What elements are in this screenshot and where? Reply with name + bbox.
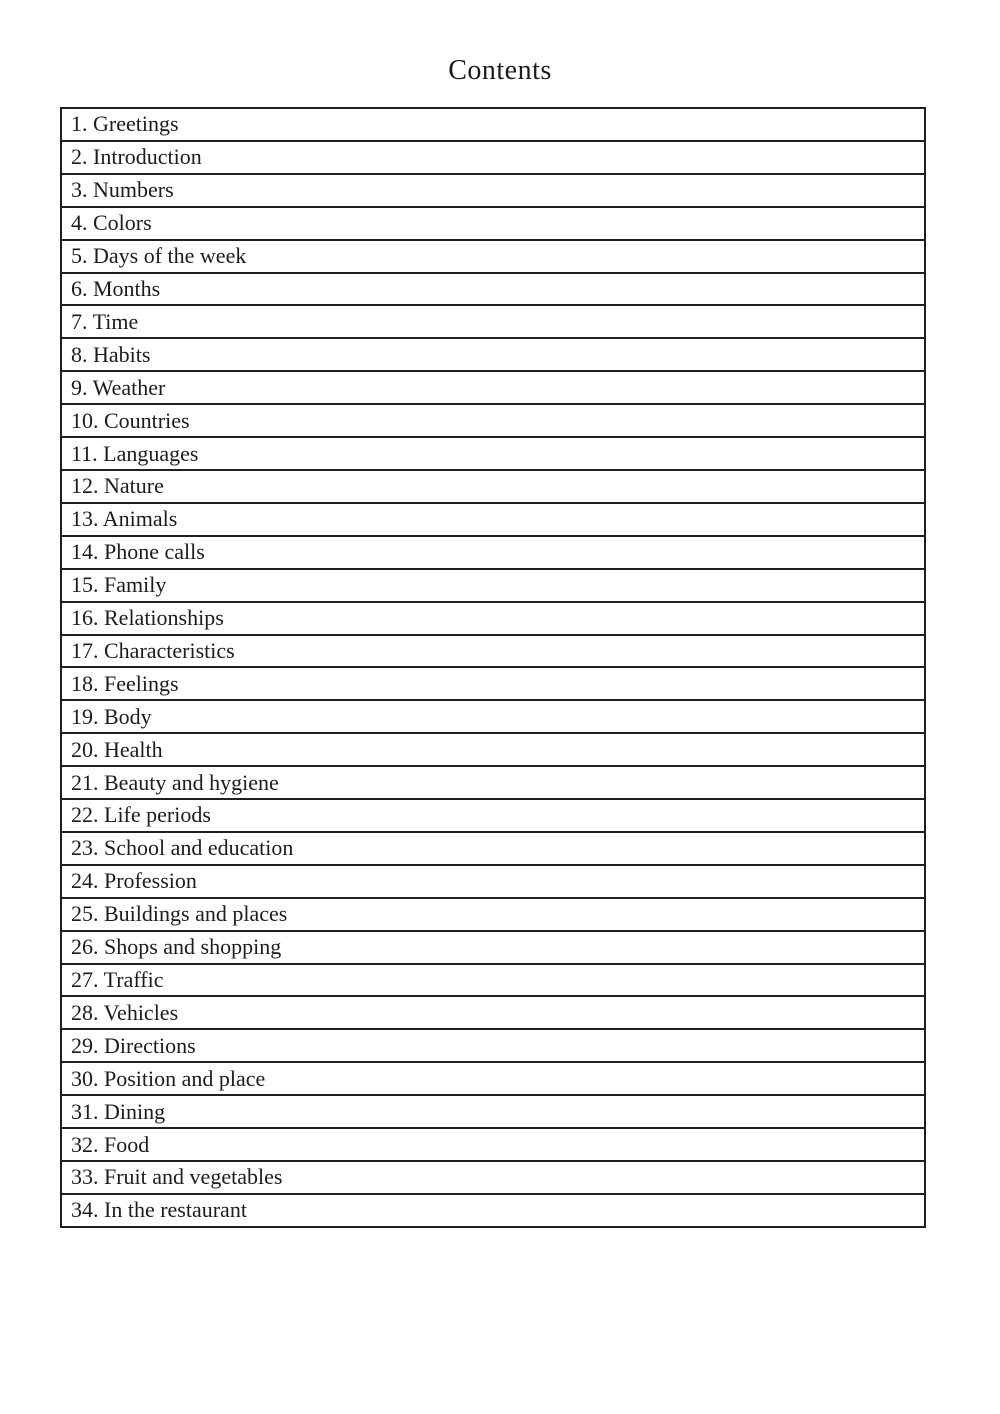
toc-entry-label: 29. Directions (71, 1032, 196, 1058)
toc-entry-label: 18. Feelings (71, 670, 179, 696)
toc-row (62, 109, 924, 142)
toc-entry-label: 1. Greetings (71, 111, 179, 137)
toc-entry-label: 15. Family (71, 572, 167, 598)
toc-row (62, 734, 924, 767)
toc-row (62, 899, 924, 932)
toc-row (62, 668, 924, 701)
toc-entry-label: 12. Nature (71, 473, 164, 499)
toc-entry-label: 3. Numbers (71, 177, 174, 203)
toc-entry-label: 8. Habits (71, 341, 151, 367)
toc-entry-label: 20. Health (71, 736, 163, 762)
toc-entry-label: 28. Vehicles (71, 999, 179, 1025)
toc-entry-label: 7. Time (71, 308, 139, 334)
toc-entry-label: 31. Dining (71, 1098, 166, 1124)
toc-row (62, 701, 924, 734)
toc-entry-label: 11. Languages (71, 440, 199, 466)
toc-row (62, 241, 924, 274)
toc-entry-label: 6. Months (71, 275, 161, 301)
toc-entry-label: 21. Beauty and hygiene (71, 769, 279, 795)
page-title: Contents (448, 55, 552, 86)
toc-row (62, 636, 924, 669)
toc-entry-label: 4. Colors (71, 210, 152, 236)
toc-entry-label: 23. School and education (71, 835, 294, 861)
toc-row (62, 306, 924, 339)
toc-row (62, 372, 924, 405)
toc-row (62, 1129, 924, 1162)
toc-entry-label: 17. Characteristics (71, 637, 235, 663)
toc-row (62, 570, 924, 603)
toc-row (62, 142, 924, 175)
toc-row (62, 405, 924, 438)
toc-row (62, 997, 924, 1030)
toc-entry-label: 9. Weather (71, 374, 166, 400)
toc-row (62, 175, 924, 208)
toc-row (62, 1030, 924, 1063)
toc-row (62, 1096, 924, 1129)
toc-row (62, 767, 924, 800)
toc-entry-label: 2. Introduction (71, 144, 202, 170)
toc-row (62, 932, 924, 965)
toc-row (62, 208, 924, 241)
toc-entry-label: 22. Life periods (71, 802, 211, 828)
toc-row (62, 866, 924, 899)
toc-entry-label: 14. Phone calls (71, 539, 205, 565)
toc-row (62, 833, 924, 866)
toc-row (62, 800, 924, 833)
toc-entry-label: 32. Food (71, 1131, 150, 1157)
toc-entry-label: 13. Animals (71, 506, 178, 532)
toc-row (62, 603, 924, 636)
contents-table (60, 107, 926, 1228)
toc-row (62, 537, 924, 570)
toc-row (62, 438, 924, 471)
toc-row (62, 965, 924, 998)
toc-entry-label: 5. Days of the week (71, 243, 247, 269)
toc-entry-label: 24. Profession (71, 868, 197, 894)
toc-entry-label: 30. Position and place (71, 1065, 266, 1091)
toc-entry-label: 10. Countries (71, 407, 190, 433)
toc-row (62, 274, 924, 307)
toc-entry-label: 16. Relationships (71, 605, 224, 631)
toc-entry-label: 27. Traffic (71, 967, 164, 993)
toc-entry-label: 34. In the restaurant (71, 1197, 247, 1223)
toc-entry-label: 25. Buildings and places (71, 901, 288, 927)
toc-entry-label: 33. Fruit and vegetables (71, 1164, 283, 1190)
toc-entry-label: 19. Body (71, 703, 152, 729)
toc-row (62, 504, 924, 537)
toc-row (62, 1195, 924, 1226)
toc-row (62, 471, 924, 504)
toc-row (62, 1063, 924, 1096)
toc-row (62, 1162, 924, 1195)
toc-entry-label: 26. Shops and shopping (71, 934, 282, 960)
toc-row (62, 339, 924, 372)
